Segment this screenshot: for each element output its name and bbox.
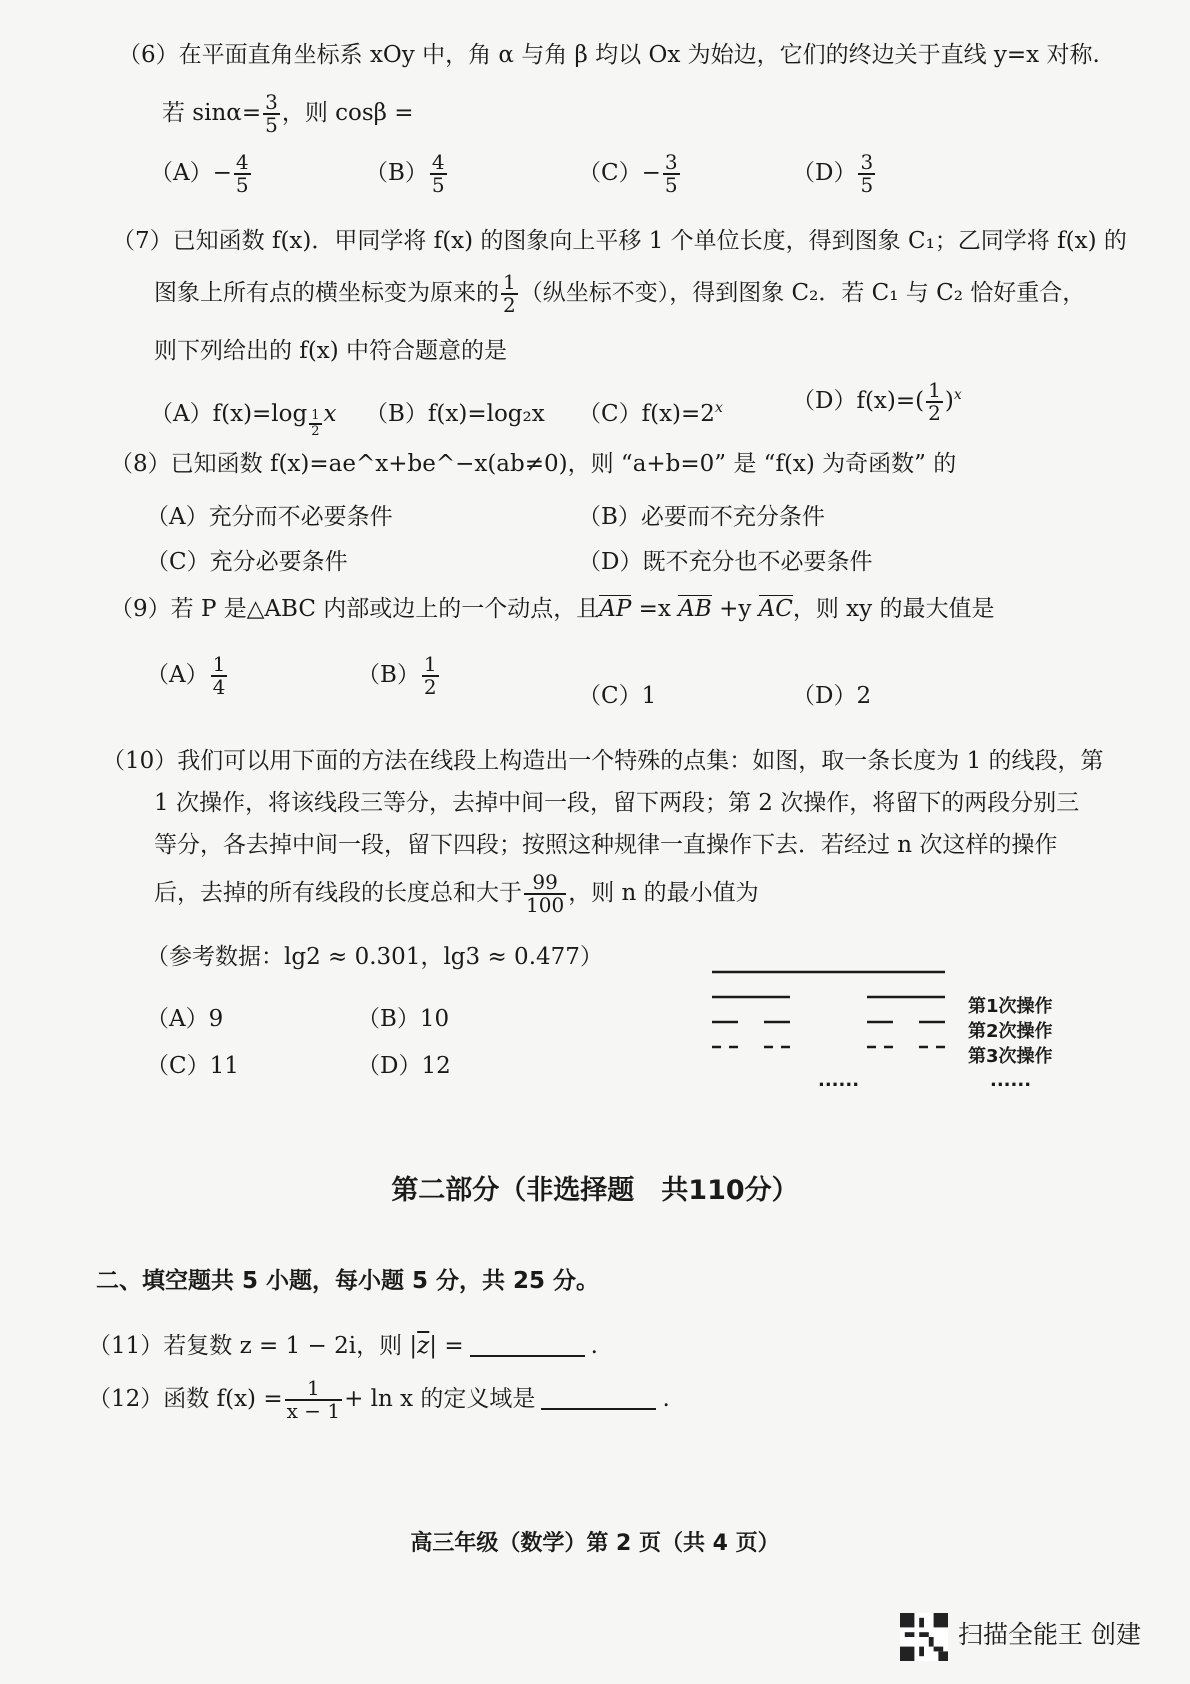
q11-pre: （11）若复数 z = 1 − 2i，则 |	[88, 1333, 418, 1359]
frac-num: 4	[431, 150, 445, 174]
q6-stem-line2	[162, 92, 414, 136]
frac-den: x − 1	[286, 1399, 341, 1423]
q10-line4-frac	[524, 872, 566, 916]
q6-stem-line1: （6）在平面直角坐标系 xOy 中，角 α 与角 β 均以 Ox 为始边，它们的终边关于直线 y=x 对称.	[118, 42, 1100, 68]
frac-den: 5	[431, 173, 445, 197]
q6-option-b-label: （B）	[365, 160, 428, 186]
q11-answer-blank[interactable]	[470, 1335, 585, 1357]
frac-den: 2	[311, 424, 320, 439]
q9-option-a[interactable]	[146, 654, 229, 698]
q9-option-a-frac	[211, 654, 228, 698]
q10-option-c[interactable]: （C）11	[146, 1053, 239, 1079]
q10-line4-post: ，则 n 的最小值为	[568, 880, 759, 906]
q9-eq1: =x	[631, 596, 679, 622]
q12-end: .	[662, 1386, 670, 1412]
q6-option-b[interactable]	[365, 152, 449, 196]
q9-stem-pre: （9）若 P 是△ABC 内部或边上的一个动点，且	[110, 596, 600, 622]
q6-stem2-pre: 若 sinα=	[162, 100, 262, 126]
q12-pre: （12）函数 f(x) =	[88, 1386, 283, 1412]
frac-num: 4	[235, 150, 249, 174]
q12-answer-blank[interactable]	[541, 1388, 656, 1410]
frac-num: 1	[423, 652, 437, 676]
q11-z-conjugate: $\overline{z}$	[417, 1333, 430, 1359]
q10-line4	[154, 872, 759, 916]
frac-num: 1	[928, 378, 941, 402]
q6-option-a[interactable]	[150, 152, 253, 196]
diagram-dots-right: ......	[990, 1070, 1032, 1091]
frac-num: 3	[664, 150, 678, 174]
q7-line2-post: （纵坐标不变），得到图象 C₂．若 C₁ 与 C₂ 恰好重合，	[519, 280, 1086, 306]
q6-option-a-frac	[234, 152, 251, 196]
q6-stem-fraction	[263, 92, 280, 136]
q10-line4-pre: 后，去掉的所有线段的长度总和大于	[154, 880, 522, 906]
frac-den: 2	[423, 675, 437, 699]
q9-option-c[interactable]: （C）1	[578, 683, 657, 709]
q7-line2-frac	[501, 272, 518, 316]
part2-title: 第二部分（非选择题 共110分）	[391, 1175, 799, 1206]
frac-den: 5	[235, 173, 249, 197]
q7-option-d-text: （D）f(x)=(	[792, 388, 925, 414]
q9-option-a-label: （A）	[146, 662, 209, 688]
q9-option-d[interactable]: （D）2	[792, 683, 872, 709]
diagram-label-step2: 第2次操作	[968, 1021, 1053, 1042]
q7-option-c-text: （C）f(x)=2	[578, 401, 715, 427]
vector-ac: AC	[758, 596, 793, 622]
frac-num: 99	[524, 872, 566, 895]
q9-eq2: +y	[711, 596, 759, 622]
frac-den: 5	[860, 173, 874, 197]
diagram-label-step3: 第3次操作	[968, 1046, 1053, 1067]
q8-stem: （8）已知函数 f(x)=ae^x+be^−x(ab≠0)，则 “a+b=0” 是 “f(x) 为奇函数” 的	[110, 451, 957, 477]
q7-line1: （7）已知函数 f(x)．甲同学将 f(x) 的图象向上平移 1 个单位长度，得到图象 C₁；乙同学将 f(x) 的	[112, 228, 1127, 254]
q6-option-d[interactable]	[792, 152, 877, 196]
q7-option-c-exp: x	[714, 400, 723, 416]
q7-option-a-text: （A）f(x)=log	[150, 401, 308, 427]
frac-num: 1	[212, 652, 226, 676]
q6-option-a-label: （A）−	[150, 160, 232, 186]
q11-stem	[88, 1335, 598, 1358]
q6-stem2-post: ，则 cosβ =	[281, 100, 414, 126]
q8-option-b[interactable]: （B）必要而不充分条件	[578, 504, 825, 530]
vector-ab: AB	[678, 596, 712, 622]
q6-option-c[interactable]	[578, 152, 682, 196]
q8-option-a[interactable]: （A）充分而不必要条件	[146, 504, 393, 530]
q6-frac-num: 3	[265, 90, 278, 114]
q10-option-d[interactable]: （D）12	[357, 1053, 451, 1079]
qr-code-icon	[900, 1613, 948, 1661]
q8-option-d[interactable]: （D）既不充分也不必要条件	[578, 549, 873, 575]
q7-option-a-tail: x	[323, 401, 337, 427]
q7-option-b[interactable]: （B）f(x)=log₂x	[365, 401, 545, 427]
q7-option-a[interactable]	[150, 395, 337, 439]
q6-option-b-frac	[430, 152, 447, 196]
frac-den: 2	[928, 401, 941, 425]
q7-line3: 则下列给出的 f(x) 中符合题意的是	[154, 338, 508, 364]
frac-den: 2	[503, 293, 516, 317]
q6-frac-den: 5	[265, 113, 278, 137]
q11-post: | =	[429, 1333, 464, 1359]
q11-end: .	[590, 1333, 598, 1359]
frac-num: 3	[860, 150, 874, 174]
q6-option-d-frac	[858, 152, 875, 196]
frac-num: 1	[503, 270, 516, 294]
q6-option-d-label: （D）	[792, 160, 857, 186]
scanner-watermark: 扫描全能王 创建	[958, 1620, 1141, 1649]
q9-option-b-label: （B）	[357, 662, 420, 688]
q12-post: + ln x 的定义域是	[344, 1386, 536, 1412]
frac-den: 5	[664, 173, 678, 197]
q10-line1: （10）我们可以用下面的方法在线段上构造出一个特殊的点集：如图，取一条长度为 1 的线段，第	[102, 748, 1104, 774]
q6-option-c-label: （C）−	[578, 160, 661, 186]
q7-option-d-frac	[926, 380, 943, 424]
q6-option-c-frac	[663, 152, 680, 196]
q7-option-d[interactable]	[792, 380, 962, 424]
q8-option-c[interactable]: （C）充分必要条件	[146, 549, 348, 575]
q9-stem	[110, 598, 994, 621]
q7-option-c[interactable]	[578, 395, 723, 428]
frac-num: 1	[311, 408, 320, 424]
frac-den: 100	[526, 893, 565, 917]
fill-in-heading: 二、填空题共 5 小题，每小题 5 分，共 25 分。	[96, 1268, 600, 1294]
q10-reference-data: （参考数据：lg2 ≈ 0.301，lg3 ≈ 0.477）	[146, 944, 603, 970]
diagram-label-step1: 第1次操作	[968, 996, 1053, 1017]
q10-option-a[interactable]: （A）9	[146, 1006, 224, 1032]
frac-num: 1	[285, 1378, 342, 1401]
q10-option-b[interactable]: （B）10	[357, 1006, 450, 1032]
q7-option-d-exp: x	[953, 387, 962, 403]
q12-stem	[88, 1378, 670, 1422]
frac-den: 4	[212, 675, 226, 699]
q9-stem-post: ，则 xy 的最大值是	[792, 596, 995, 622]
q9-option-b-frac	[422, 654, 439, 698]
q10-line2: 1 次操作，将该线段三等分，去掉中间一段，留下两段；第 2 次操作，将留下的两段分别三	[154, 790, 1080, 816]
q12-frac	[285, 1378, 342, 1422]
page-footer: 高三年级（数学）第 2 页（共 4 页）	[410, 1531, 780, 1556]
q9-option-b[interactable]	[357, 654, 441, 698]
vector-ap: AP	[599, 596, 632, 622]
diagram-dots-left: ......	[818, 1070, 860, 1091]
q10-line3: 等分，各去掉中间一段，留下四段；按照这种规律一直操作下去．若经过 n 次这样的操作	[154, 832, 1058, 858]
q7-option-d-post: )	[944, 388, 954, 414]
q7-option-a-base	[309, 409, 321, 438]
q7-line2	[154, 272, 1085, 316]
q7-line2-pre: 图象上所有点的横坐标变为原来的	[154, 280, 499, 306]
